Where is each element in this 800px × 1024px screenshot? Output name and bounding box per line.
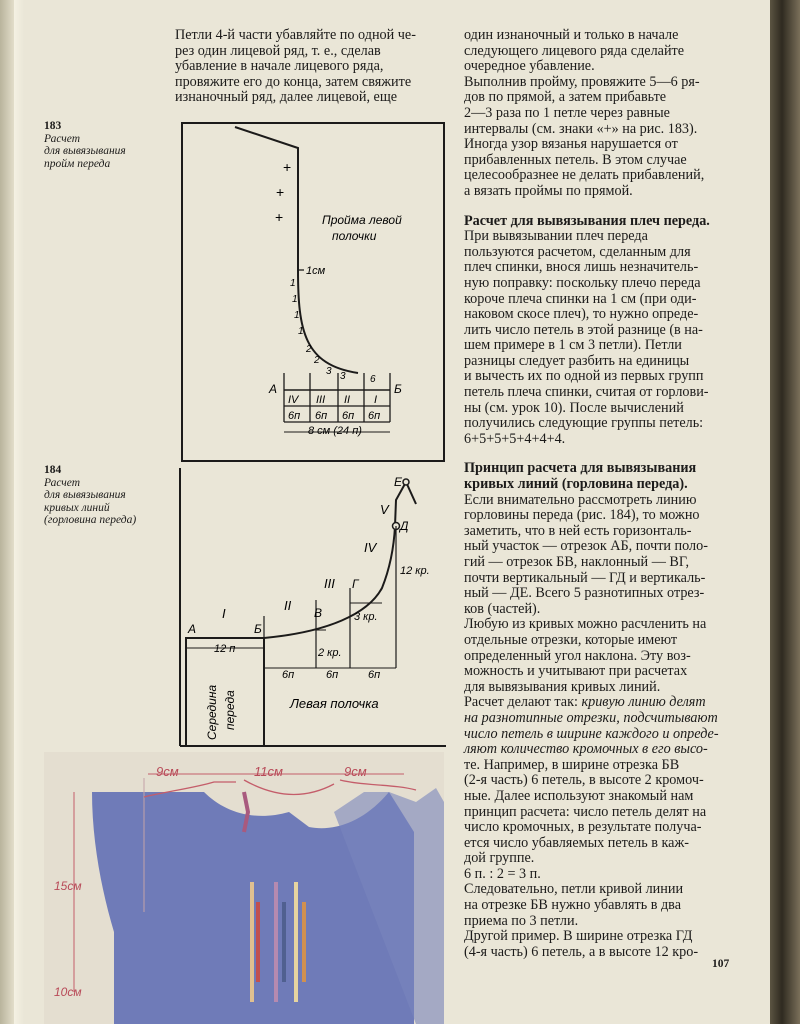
text-line: пользуются расчетом, сделанным для [464, 243, 691, 260]
cm-label: 1см [306, 265, 326, 277]
caption-184 [44, 464, 136, 527]
total-label: 8 см (24 п) [308, 425, 362, 437]
text-line: ны (см. урок 10). После вычислений [464, 399, 684, 416]
text-line: (2-я часть) 6 петель, в высоте 2 кромоч- [464, 772, 704, 789]
point-e: Е [394, 475, 403, 489]
text-line: принцип расчета: число петель делят на [464, 803, 707, 820]
text-line: Выполнив пройму, провяжите 5—6 ря- [464, 73, 700, 90]
figure-title: полочки [332, 229, 377, 243]
binding-shadow [0, 0, 14, 1024]
text-line: изнаночный ряд, далее лицевой, еще [175, 89, 398, 106]
caption-line: (горловина переда) [44, 514, 137, 527]
text-line: на разнотипные отрезки, подсчитывают [464, 709, 718, 726]
text-line: 6+5+5+5+4+4+4. [464, 430, 566, 447]
point-b: Б [394, 382, 402, 396]
point-b: Б [254, 622, 262, 636]
text-line: заметить, что в ней есть горизонталь- [464, 522, 692, 539]
text-line: Петли 4-й части убавляйте по одной че- [175, 27, 416, 43]
knitted-front-photo [44, 752, 444, 1024]
caption-number: 183 [44, 120, 62, 132]
dimension-label: 15см [54, 879, 82, 893]
text-line: а вязать проймы по прямой. [464, 182, 633, 199]
text-line: ные. Далее используют знакомый нам [464, 787, 694, 804]
caption-line: для вывязывания [44, 145, 126, 158]
text-line: провяжите его до конца, затем свяжите [175, 73, 412, 90]
text-line: дой группе. [464, 850, 535, 867]
caption-line: пройм переда [44, 157, 111, 170]
text-line: Следовательно, петли кривой линии [464, 881, 684, 898]
middle-paragraph [175, 28, 445, 106]
text-line: шем примере в 1 см 3 петли). Петли [464, 337, 682, 354]
dimension-label: 10см [54, 985, 82, 999]
caption-line: для вывязывания [44, 489, 126, 502]
height-label: 3 кр. [354, 611, 378, 623]
figure-183-armhole-diagram [180, 120, 448, 465]
point-d: Д [400, 519, 409, 533]
text-line: очередное убавление. [464, 58, 595, 75]
text-line: отдельные отрезки, которые имеют [464, 631, 678, 648]
step-number: 1 [292, 294, 298, 305]
text-line [464, 695, 742, 711]
text-line: целесообразнее не делать прибавлений, [464, 167, 705, 184]
text-line: короче плеча спинки на 1 см (при оди- [464, 290, 697, 307]
text-line: один изнаночный и только в начале [464, 27, 679, 43]
armhole-curve [235, 127, 358, 373]
point-a: А [269, 382, 278, 396]
section-heading: кривых линий (горловина переда). [464, 476, 688, 493]
formula: 6 п. : 2 = 3 п. [464, 865, 541, 882]
page-number: 107 [712, 958, 730, 970]
caption-line: кривых линий [44, 501, 110, 514]
step-number: 1 [294, 310, 300, 321]
roman-label: III [316, 394, 326, 406]
width-label: 6п [282, 669, 295, 681]
width-label: 6п [342, 410, 355, 422]
text-line: (4-я часть) 6 петель, а в высоте 12 кро- [464, 943, 699, 960]
caption-line: Расчет [44, 476, 81, 489]
roman-label: II [344, 394, 351, 406]
text-line: можность и учитывают при расчетах [464, 663, 688, 680]
text-line: следующего лицевого ряда сделайте [464, 42, 685, 59]
middle-label: переда [223, 690, 237, 730]
text-line: и вычесть их по одной из первых групп [464, 368, 704, 385]
width-label: 6п [315, 410, 328, 422]
step-number: 3 [340, 371, 346, 382]
figure-184-neckline-diagram [178, 468, 450, 750]
neckline-curve [264, 482, 416, 638]
text-line: петель плеча спинки, считая от горлови- [464, 384, 709, 401]
text-line: Иногда узор вязанья нарушается от [464, 136, 678, 153]
plus-sign: + [275, 209, 284, 225]
roman-label: I [222, 606, 226, 621]
width-label: 12 п [214, 643, 236, 655]
roman-label: IV [364, 540, 377, 555]
figure-frame [182, 123, 444, 461]
text-line: 2—3 раза по 1 петле через равные [464, 104, 670, 121]
text-line: лить число петель в этой разнице (в на- [464, 321, 703, 338]
plus-sign: + [283, 159, 292, 175]
width-label: 6п [326, 669, 339, 681]
text-line: При вывязывании плеч переда [464, 228, 648, 245]
plus-sign: + [276, 184, 285, 200]
caption-number: 184 [44, 464, 62, 476]
step-number: 1 [298, 326, 304, 337]
binding-highlight [14, 0, 24, 1024]
text-line: на отрезке БВ нужно убавлять в два [464, 897, 681, 914]
text-line: получились следующие группы петель: [464, 415, 704, 432]
shelf-label: Левая полочка [290, 696, 379, 711]
text-line: наковом скосе плеч), то нужно опреде- [464, 306, 699, 323]
dimension-label: 11см [254, 764, 283, 779]
text-line: для вывязывания кривых линий. [464, 678, 661, 695]
text-line: те. Например, в ширине отрезка БВ [464, 756, 680, 773]
point-a: А [188, 622, 197, 636]
dimension-label: 9см [156, 764, 179, 779]
caption-183 [44, 120, 126, 170]
text-line: убавление в начале лицевого ряда, [175, 58, 384, 75]
middle-label: Середина [205, 684, 219, 740]
text-line: ется число убавляемых петель в каж- [464, 834, 690, 851]
section-heading: Принцип расчета для вывязывания [464, 460, 697, 477]
roman-label: V [380, 502, 389, 517]
right-column [464, 28, 742, 960]
text-line: число петель в ширине каждого и опреде- [464, 725, 719, 742]
text-line: ляют количество кромочных в его высо- [464, 741, 708, 758]
step-number: 1 [290, 278, 296, 289]
caption-line: Расчет [44, 132, 81, 145]
text-line: Любую из кривых можно расчленить на [464, 616, 707, 633]
height-label: 2 кр. [318, 647, 342, 659]
figure-title: Пройма левой [322, 213, 402, 227]
roman-label: IV [288, 394, 299, 406]
height-label: 12 кр. [400, 565, 430, 577]
text-line: плеч спинки, внося лишь незначитель- [464, 259, 699, 276]
text-line: дов по прямой, а затем прибавьте [464, 89, 667, 106]
point-g: Г [352, 577, 359, 591]
text-line: Другой пример. В ширине отрезка ГД [464, 928, 693, 945]
text-line: ный — ДЕ. Всего 5 разнотипных отрез- [464, 585, 705, 602]
text-line: рез один лицевой ряд, т. е., сделав [175, 42, 381, 59]
text-italic: кривую линию делят [581, 694, 706, 711]
text-line: ный участок — отрезок АБ, почти поло- [464, 538, 708, 555]
text-line: ков (частей). [464, 600, 541, 617]
step-number: 6 [370, 374, 376, 385]
text-lead: Расчет делают так: [464, 694, 578, 711]
width-label: 6п [288, 410, 301, 422]
text-line: почти вертикальный — ГД и вертикаль- [464, 569, 706, 586]
text-line: интервалы (см. знаки «+» на рис. 183). [464, 120, 698, 137]
dimension-label: 9см [344, 764, 367, 779]
step-number: 2 [314, 355, 320, 366]
roman-label: II [284, 598, 292, 613]
text-line: гий — отрезок БВ, наклонный — ВГ, [464, 554, 690, 570]
section-heading: Расчет для вывязывания плеч переда. [464, 212, 710, 229]
roman-label: III [324, 576, 335, 591]
text-line: горловины переда (рис. 184), то можно [464, 507, 700, 524]
width-label: 6п [368, 669, 381, 681]
step-number: 3 [326, 366, 332, 377]
point-v: В [314, 606, 323, 620]
text-line: число кромочных, в результате получа- [464, 819, 702, 836]
step-number: 2 [306, 344, 312, 355]
text-line: приема по 3 петли. [464, 912, 579, 929]
text-line: определенный угол наклона. Эту воз- [464, 647, 691, 664]
text-line: разницы следует разбить на единицы [464, 352, 690, 369]
book-edge [770, 0, 800, 1024]
text-line: Если внимательно рассмотреть линию [464, 491, 697, 508]
text-line: ную поправку: поскольку плечо переда [464, 274, 701, 291]
width-label: 6п [368, 410, 381, 422]
roman-label: I [374, 394, 378, 406]
text-line: прибавленных петель. В этом случае [464, 151, 687, 168]
